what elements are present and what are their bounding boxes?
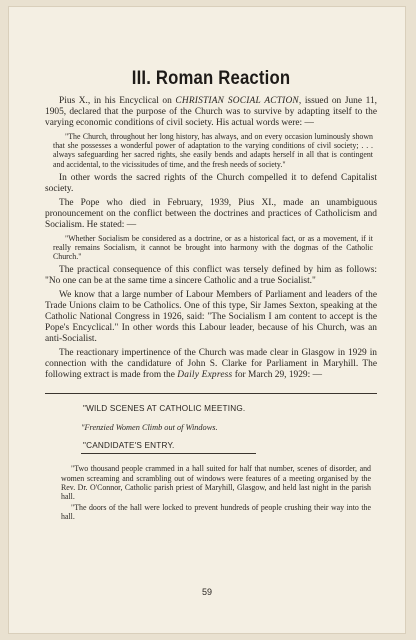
press-headline-3: "CANDIDATE'S ENTRY. (83, 441, 175, 451)
chapter-heading: III. Roman Reaction (131, 68, 291, 89)
paragraph-glasgow (45, 348, 377, 381)
paragraph-pius-xi: The Pope who died in February, 1939, Pius XI., made an unambiguous pronouncement on the conflict between the doctrines and practices of Catholicism and Socialism. He stated: — (45, 197, 377, 230)
press-headline-1: "WILD SCENES AT CATHOLIC MEETING. (83, 404, 246, 414)
divider-rule (45, 393, 377, 394)
paragraph-glasgow-lead: The reactionary impertinence of the Church was made clear in Glasgow in 1929 in connection with the candidature of John S. Clarke for Parliament in Maryhill. The following extract is made from the (45, 348, 377, 381)
paragraph-pius-x-lead: Pius X., in his Encyclical on (59, 96, 176, 106)
press-headline-2: "Frenzied Women Climb out of Windows. (81, 423, 218, 433)
press-paragraph-1: "Two thousand people crammed in a hall suited for half that number, scenes of disorder, and women screaming and scrambling out of windows were features of a meeting organised by the Rev. Dr. O'Connor, Catholic parish priest of Maryhill, Glasgow, and held last night in the parish hall. (61, 464, 371, 502)
quote-pius-xi: "Whether Socialism be considered as a doctrine, or as a historical fact, or as a movement, if it really remains Socialism, it cannot be brought into harmony with the dogmas of the Catholic Church." (53, 233, 373, 262)
encyclical-title: CHRISTIAN SOCIAL ACTION (175, 96, 299, 106)
press-paragraph-2: "The doors of the hall were locked to prevent hundreds of people crushing their way into the hall. (61, 503, 371, 522)
newspaper-title: Daily Express (177, 370, 233, 381)
paragraph-glasgow-rest: for March 29, 1929: — (232, 370, 322, 381)
paragraph-pius-x (45, 96, 377, 129)
press-divider (81, 453, 256, 454)
book-page (8, 6, 406, 634)
page-content (45, 68, 377, 524)
paragraph-sacred-rights: In other words the sacred rights of the Church compelled it to defend Capitalist society. (45, 172, 377, 194)
paragraph-practical-consequence: The practical consequence of this conflict was tersely defined by him as follows: "No one can be at the same time a sincere Catholic and a true Socialist." (45, 265, 377, 287)
paragraph-pius-x-rest: , issued on June 11, 1905, declared that the purpose of the Church was to survive by adapting itself to the varying economic conditions of civil society. His actual words were: — (45, 96, 378, 128)
quote-pius-x: "The Church, throughout her long history, has always, and on every occasion luminously shown that she possesses a wonderful power of adaptation to the varying conditions of civil society; . . . always safeguarding her sacred rights, she easily bends and adapts herself in all that is contingent and accidental, to the vicissitudes of time, and the fresh needs of society." (53, 132, 373, 169)
page-number: 59 (201, 587, 212, 597)
paragraph-labour-members: We know that a large number of Labour Members of Parliament and leaders of the Trade Unions claim to be Catholics. One of this type, Sir James Sexton, speaking at the Catholic National Congress in 1926, said: "The Socialism I am content to accept is the Pope's Encyclical." In other words this Labour leader, because of his Church, was an anti-Socialist. (45, 290, 377, 345)
